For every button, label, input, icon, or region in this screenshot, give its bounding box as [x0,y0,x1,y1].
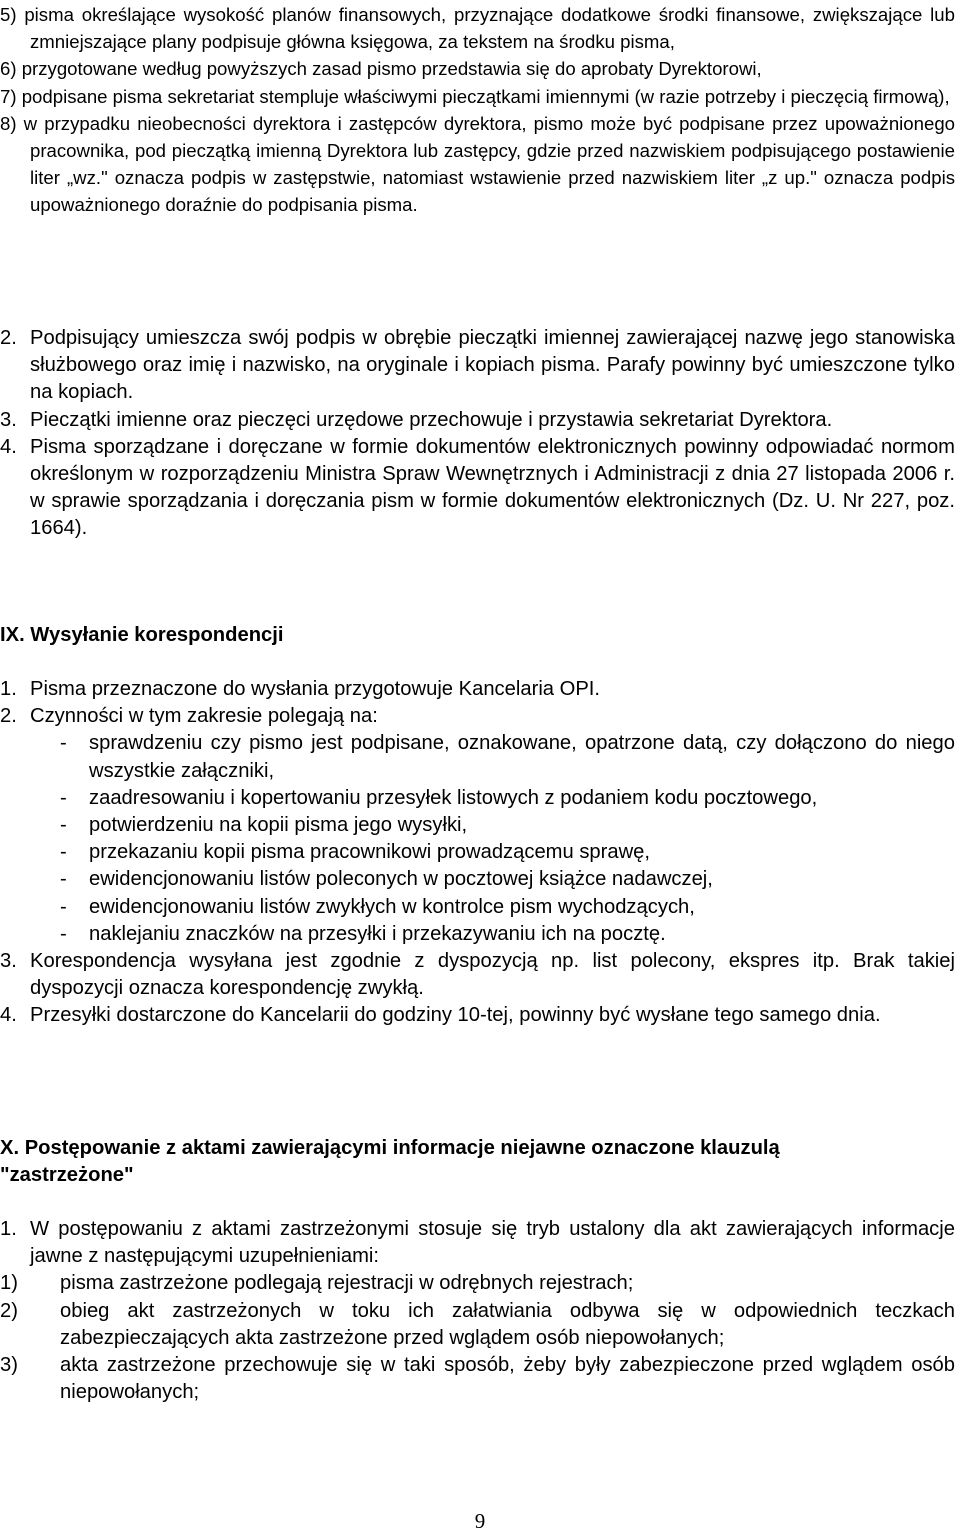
x-sub-3 [0,1352,955,1406]
dash-list [0,730,955,948]
list-item-6 [0,55,955,82]
point-number: 1. [0,1218,17,1240]
list-item-8 [0,110,955,219]
point-text: Podpisujący umieszcza swój podpis w obrębie pieczątki imiennej zawierającej nazwę jego stanowiska służbowego oraz imię i nazwisko, na oryginale i kopiach pisma. Parafy powinny być umieszczone tylko na kopiach. [30,327,955,404]
section-number: X. [0,1137,20,1159]
point-text: Pisma przeznaczone do wysłania przygotowuje Kancelaria OPI. [30,678,601,700]
point-number: 1. [0,678,17,700]
dash-mark: - [60,895,67,918]
dash-item [0,812,955,839]
section-heading-ix [0,622,960,649]
dash-mark: - [60,868,67,891]
dash-mark: - [60,814,67,837]
list-item-text: 5) pisma określające wysokość planów finansowych, przyznające dodatkowe środki finansowe, zwiększające lub zmniejszające plany podpisuje główna księgowa, za tekstem na środku pisma, [0,4,955,53]
ix-point-4 [0,1002,955,1029]
point-text: Pisma sporządzane i doręczane w formie dokumentów elektronicznych powinny odpowiadać normom określonym w rozporządzeniu Ministra Spraw Wewnętrznych i Administracji z dnia 27 listopada 2006 r. w sprawie sporządzania i doręczania pism w formie dokumentów elektronicznych (Dz. U. Nr 227, poz. 1664). [30,435,955,540]
dash-text: ewidencjonowaniu listów zwykłych w kontrolce pism wychodzących, [89,895,695,918]
dash-mark: - [60,841,67,864]
dash-item [0,921,955,948]
dash-text: zaadresowaniu i kopertowaniu przesyłek listowych z podaniem kodu pocztowego, [89,786,818,809]
list-item-text: 7) podpisane pisma sekretariat stempluje właściwymi pieczątkami imiennymi (w razie potrzeby i pieczęcią firmową), [0,85,950,107]
section-ix-body [0,676,960,1030]
point-number: 4. [0,1004,17,1027]
point-number: 2. [0,705,17,728]
x-sub-2 [0,1298,955,1352]
ix-point-1 [0,676,955,703]
list-item-text: 8) w przypadku nieobecności dyrektora i zastępców dyrektora, pismo może być podpisane przez upoważnionego pracownika, pod pieczątką imienną Dyrektora lub zastępcy, gdzie przed nazwiskiem podpisującego postawienie liter „wz." oznacza podpis w zastępstwie, natomiast wstawienie przed nazwiskiem liter „z up." oznacza podpis upoważnionego doraźnie do podpisania pisma. [0,112,955,216]
dash-text: przekazaniu kopii pisma pracownikowi prowadzącemu sprawę, [89,841,651,864]
section-number: IX. [0,624,25,646]
sub-number: 3) [0,1354,18,1377]
point-text: Przesyłki dostarczone do Kancelarii do godziny 10-tej, powinny być wysłane tego samego dnia. [30,1004,881,1027]
point-number: 3. [0,408,17,431]
point-number: 4. [0,435,17,458]
section-heading-x [0,1135,910,1189]
dash-mark: - [60,732,67,755]
section8-points [0,325,960,543]
dash-text: ewidencjonowaniu listów poleconych w pocztowej książce nadawczej, [89,868,713,891]
list-item-5 [0,1,955,55]
dash-item [0,785,955,812]
sub-number: 1) [0,1272,18,1295]
dash-item [0,839,955,866]
point-4 [0,434,955,543]
ix-point-3 [0,948,955,1002]
x-point-1 [0,1216,955,1270]
point-number: 2. [0,327,17,349]
sub-number: 2) [0,1299,18,1322]
point-text: Czynności w tym zakresie polegają na: [30,705,378,728]
list-item-7 [0,83,955,110]
dash-item [0,730,955,784]
section-title: Postępowanie z aktami zawierającymi informacje niejawne oznaczone klauzulą "zastrzeżone" [0,1137,780,1187]
sub-text: obieg akt zastrzeżonych w toku ich załatwiania odbywa się w odpowiednich teczkach zabezpieczających akta zastrzeżone przed wglądem osób niepowołanych; [60,1299,955,1349]
x-sub-1 [0,1270,955,1297]
point-text: W postępowaniu z aktami zastrzeżonymi stosuje się tryb ustalony dla akt zawierających informacje jawne z następującymi uzupełnieniami: [30,1218,955,1268]
dash-text: sprawdzeniu czy pismo jest podpisane, oznakowane, opatrzone datą, czy dołączono do niego wszystkie załączniki, [89,732,955,782]
ix-point-2 [0,703,955,730]
point-text: Pieczątki imienne oraz pieczęci urzędowe przechowuje i przystawia sekretariat Dyrektora. [30,408,833,431]
section-title: Wysyłanie korespondencji [30,624,284,646]
point-text: Korespondencja wysyłana jest zgodnie z dyspozycją np. list polecony, ekspres itp. Brak takiej dyspozycji oznacza korespondencję zwykłą. [30,950,955,1000]
dash-mark: - [60,922,67,945]
dash-item [0,894,955,921]
list-items-5-8 [0,1,960,219]
section-x-body [0,1216,960,1406]
point-3 [0,407,955,434]
dash-mark: - [60,786,67,809]
point-number: 3. [0,950,17,973]
list-item-text: 6) przygotowane według powyższych zasad pismo przedstawia się do aprobaty Dyrektorowi, [0,58,762,80]
dash-item [0,866,955,893]
sub-text: pisma zastrzeżone podlegają rejestracji w odrębnych rejestrach; [60,1272,634,1295]
dash-text: potwierdzeniu na kopii pisma jego wysyłki, [89,814,468,837]
page-number: 9 [474,1509,486,1533]
sub-text: akta zastrzeżone przechowuje się w taki sposób, żeby były zabezpieczone przed wglądem osób niepowołanych; [60,1354,955,1404]
dash-text: naklejaniu znaczków na przesyłki i przekazywaniu ich na pocztę. [89,922,666,945]
point-2 [0,325,955,407]
